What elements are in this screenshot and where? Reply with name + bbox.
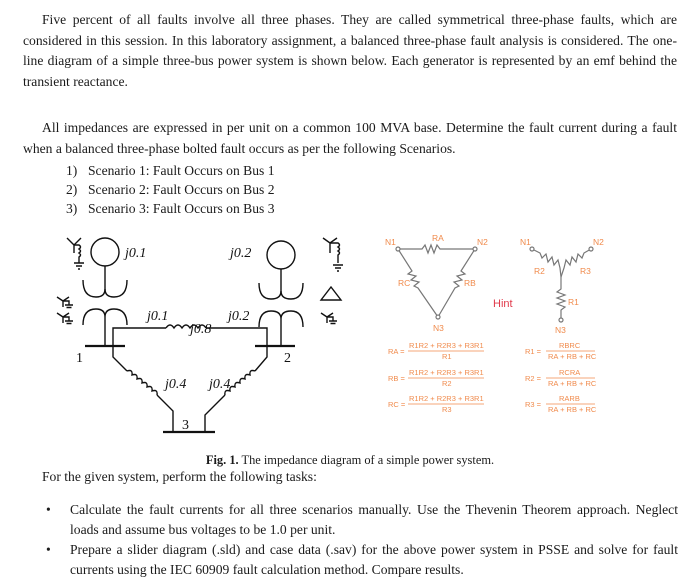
delta-node-label: N2 [477, 237, 488, 247]
wye-grounded-icon [323, 238, 343, 271]
svg-text:RARB: RARB [559, 394, 580, 403]
xfmr2-reactance-label: j0.2 [228, 309, 250, 324]
task-list [46, 500, 678, 580]
wye-grounded-icon [57, 297, 73, 324]
figure-caption [0, 452, 700, 468]
generator-2-icon [267, 241, 295, 269]
gen2-reactance-label: j0.2 [230, 246, 252, 261]
wye-resistor-label: R2 [534, 266, 545, 276]
scenario-list [66, 161, 275, 218]
line23-reactance-label: j0.4 [209, 377, 231, 392]
caption-prefix: Fig. 1. [205, 453, 239, 467]
gen1-reactance-label: j0.1 [125, 246, 147, 261]
svg-text:R1: R1 [442, 352, 452, 361]
wye-resistor-label: R3 [580, 266, 591, 276]
svg-text:R3: R3 [442, 405, 452, 414]
bus-3-label: 3 [182, 418, 189, 433]
line12-reactance-label: j0.8 [190, 322, 212, 337]
formula-r3 [525, 394, 597, 414]
svg-text:RBRC: RBRC [559, 341, 581, 350]
bullet-icon: • [46, 542, 51, 557]
svg-text:RCRA: RCRA [559, 368, 581, 377]
xfmr1-reactance-label: j0.1 [147, 309, 169, 324]
svg-text:RB =: RB = [388, 374, 405, 383]
generator-1-icon [91, 238, 119, 266]
bus-1-label: 1 [76, 351, 83, 366]
svg-text:RA + RB + RC: RA + RB + RC [548, 379, 597, 388]
hint-label: Hint [493, 298, 513, 310]
wye-node-label: N2 [593, 237, 604, 247]
formula-r1 [525, 341, 597, 361]
wye-resistor-label: R1 [568, 297, 579, 307]
delta-resistor-label: RB [464, 278, 476, 288]
scenario-item: 1) Scenario 1: Fault Occurs on Bus 1 [66, 163, 275, 178]
delta-resistor-label: RA [432, 233, 444, 243]
bullet-icon: • [46, 502, 51, 517]
formula-r2 [525, 368, 597, 388]
bus-2-label: 2 [284, 351, 291, 366]
tasks-intro: For the given system, perform the following tasks: [42, 469, 317, 484]
svg-text:R1R2 + R2R3 + R3R1: R1R2 + R2R3 + R3R1 [409, 368, 484, 377]
task-item: • Prepare a slider diagram (.sld) and case data (.sav) for the above power system in PSSE and solve for fault currents using the IEC 60909 fault calculation method. Compare results. [46, 542, 678, 577]
delta-resistor-label: RC [398, 278, 411, 288]
intro-paragraph-1: Five percent of all faults involve all three phases. They are called symmetrical three-phase faults, which are considered in this session. In this laboratory assignment, a balanced three-phase fault analysis is considered. The one-line diagram of a simple three-bus power system is shown below. Each generator is represented by an emf behind the transient reactance. [23, 12, 677, 89]
svg-text:RC =: RC = [388, 400, 406, 409]
caption-text: The impedance diagram of a simple power system. [238, 453, 495, 467]
wye-node-label: N3 [555, 325, 566, 335]
intro-paragraph-2: All impedances are expressed in per unit on a common 100 MVA base. Determine the fault current during a fault when a balanced three-phase bolted fault occurs as per the following Scenarios. [23, 120, 677, 156]
scenario-item: 2) Scenario 2: Fault Occurs on Bus 2 [66, 182, 275, 197]
delta-icon [321, 287, 341, 300]
delta-node-label: N1 [385, 237, 396, 247]
formula-rc [388, 394, 484, 414]
svg-text:R1R2 + R2R3 + R3R1: R1R2 + R2R3 + R3R1 [409, 394, 484, 403]
svg-text:RA + RB + RC: RA + RB + RC [548, 405, 597, 414]
svg-text:RA =: RA = [388, 347, 405, 356]
svg-text:R3 =: R3 = [525, 400, 542, 409]
svg-text:R1R2 + R2R3 + R3R1: R1R2 + R2R3 + R3R1 [409, 341, 484, 350]
svg-text:R2 =: R2 = [525, 374, 542, 383]
delta-node-label: N3 [433, 323, 444, 333]
delta-wye-hint [360, 225, 680, 435]
one-line-diagram [55, 225, 375, 450]
svg-text:R2: R2 [442, 379, 452, 388]
formula-ra [388, 341, 484, 361]
wye-grounded-icon [321, 313, 337, 324]
formula-rb [388, 368, 484, 388]
wye-node-label: N1 [520, 237, 531, 247]
svg-text:RA + RB + RC: RA + RB + RC [548, 352, 597, 361]
wye-grounded-icon [67, 238, 84, 269]
svg-text:R1 =: R1 = [525, 347, 542, 356]
task-item: • Calculate the fault currents for all three scenarios manually. Use the Thevenin Theorem approach. Neglect loads and assume bus voltages to be 1.0 per unit. [46, 502, 678, 537]
scenario-item: 3) Scenario 3: Fault Occurs on Bus 3 [66, 201, 275, 216]
line13-reactance-label: j0.4 [165, 377, 187, 392]
